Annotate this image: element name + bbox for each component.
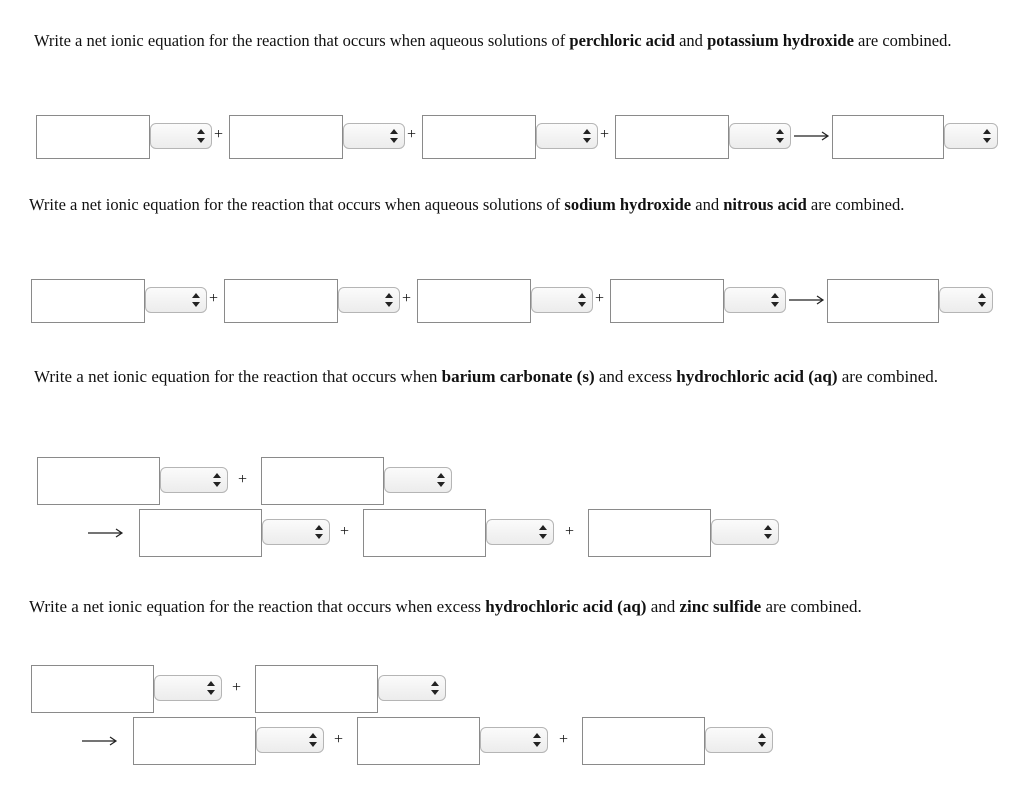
state-select[interactable] (480, 727, 548, 753)
select-arrows-icon (385, 292, 393, 308)
plus-sign: + (402, 290, 412, 307)
select-arrows-icon (437, 472, 445, 488)
select-arrows-icon (533, 732, 541, 748)
plus-sign: + (559, 731, 569, 748)
reaction-arrow-icon (80, 736, 120, 746)
select-arrows-icon (978, 292, 986, 308)
state-select[interactable] (338, 287, 400, 313)
plus-sign: + (214, 126, 224, 143)
state-select[interactable] (160, 467, 228, 493)
select-arrows-icon (578, 292, 586, 308)
formula-box[interactable] (582, 717, 705, 765)
select-arrows-icon (192, 292, 200, 308)
state-select[interactable] (711, 519, 779, 545)
formula-box[interactable] (357, 717, 480, 765)
question-4-text: Write a net ionic equation for the reaction that occurs when excess hydrochloric acid (aq) and zinc sulfide are combined. (29, 597, 862, 616)
formula-box[interactable] (255, 665, 378, 713)
select-arrows-icon (758, 732, 766, 748)
plus-sign: + (238, 471, 248, 488)
state-select[interactable] (724, 287, 786, 313)
formula-box[interactable] (229, 115, 343, 159)
state-select[interactable] (486, 519, 554, 545)
state-select[interactable] (154, 675, 222, 701)
formula-box[interactable] (832, 115, 944, 159)
formula-box[interactable] (31, 665, 154, 713)
state-select[interactable] (531, 287, 593, 313)
formula-box[interactable] (261, 457, 384, 505)
select-arrows-icon (197, 128, 205, 144)
reaction-arrow-icon (794, 131, 830, 141)
plus-sign: + (340, 523, 350, 540)
plus-sign: + (232, 679, 242, 696)
select-arrows-icon (207, 680, 215, 696)
select-arrows-icon (213, 472, 221, 488)
formula-box[interactable] (827, 279, 939, 323)
formula-box[interactable] (610, 279, 724, 323)
state-select[interactable] (705, 727, 773, 753)
formula-box[interactable] (224, 279, 338, 323)
formula-box[interactable] (133, 717, 256, 765)
select-arrows-icon (776, 128, 784, 144)
select-arrows-icon (764, 524, 772, 540)
select-arrows-icon (583, 128, 591, 144)
state-select[interactable] (939, 287, 993, 313)
plus-sign: + (565, 523, 575, 540)
select-arrows-icon (315, 524, 323, 540)
formula-box[interactable] (363, 509, 486, 557)
plus-sign: + (595, 290, 605, 307)
reaction-arrow-icon (789, 295, 825, 305)
select-arrows-icon (983, 128, 991, 144)
state-select[interactable] (150, 123, 212, 149)
formula-box[interactable] (615, 115, 729, 159)
plus-sign: + (334, 731, 344, 748)
plus-sign: + (407, 126, 417, 143)
state-select[interactable] (145, 287, 207, 313)
select-arrows-icon (539, 524, 547, 540)
select-arrows-icon (390, 128, 398, 144)
reaction-arrow-icon (86, 528, 126, 538)
formula-box[interactable] (422, 115, 536, 159)
question-1-text: Write a net ionic equation for the reaction that occurs when aqueous solutions of perchloric acid and potassium hydroxide are combined. (34, 31, 952, 50)
state-select[interactable] (378, 675, 446, 701)
state-select[interactable] (536, 123, 598, 149)
formula-box[interactable] (139, 509, 262, 557)
state-select[interactable] (256, 727, 324, 753)
formula-box[interactable] (31, 279, 145, 323)
state-select[interactable] (729, 123, 791, 149)
state-select[interactable] (384, 467, 452, 493)
select-arrows-icon (771, 292, 779, 308)
select-arrows-icon (431, 680, 439, 696)
question-3-text: Write a net ionic equation for the reaction that occurs when barium carbonate (s) and excess hydrochloric acid (aq) are combined. (34, 367, 939, 386)
question-2-text: Write a net ionic equation for the reaction that occurs when aqueous solutions of sodium hydroxide and nitrous acid are combined. (29, 195, 905, 214)
state-select[interactable] (262, 519, 330, 545)
formula-box[interactable] (37, 457, 160, 505)
state-select[interactable] (944, 123, 998, 149)
formula-box[interactable] (417, 279, 531, 323)
select-arrows-icon (309, 732, 317, 748)
state-select[interactable] (343, 123, 405, 149)
formula-box[interactable] (36, 115, 150, 159)
formula-box[interactable] (588, 509, 711, 557)
plus-sign: + (209, 290, 219, 307)
plus-sign: + (600, 126, 610, 143)
